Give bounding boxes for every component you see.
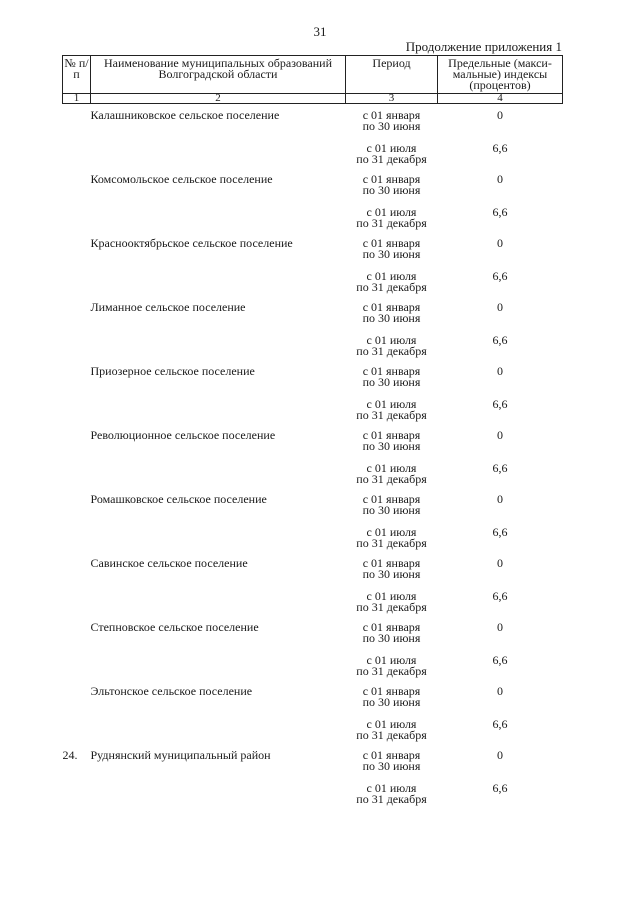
row-number [63, 104, 91, 133]
period-end: по 31 декабря [356, 792, 427, 806]
table-row [63, 132, 563, 165]
period-first-half [346, 549, 438, 580]
index-value-first-half: 0 [497, 620, 503, 634]
period-start: с 01 июля [366, 525, 417, 539]
municipality-name: Комсомольское сельское поселение [90, 172, 273, 186]
period-start: с 01 июля [366, 653, 417, 667]
index-value-second-half: 6,6 [492, 781, 508, 795]
index-value-first-half: 0 [497, 684, 503, 698]
index-value-first-half: 0 [497, 748, 503, 762]
table-row [63, 229, 563, 260]
index-value-second-half: 6,6 [492, 333, 508, 347]
period-end: по 31 декабря [356, 664, 427, 678]
row-number-empty [63, 452, 91, 485]
period-first-half [346, 293, 438, 324]
table-row [63, 324, 563, 357]
period-end: по 30 июня [362, 247, 421, 261]
table-column-numbers-row [63, 94, 563, 104]
period-end: по 30 июня [362, 375, 421, 389]
municipality-name-empty [91, 260, 346, 293]
period-first-half [346, 165, 438, 196]
municipality-name-empty [91, 324, 346, 357]
index-value-first-half: 0 [497, 172, 503, 186]
period-second-half [346, 260, 438, 293]
row-number [63, 165, 91, 196]
period-start: с 01 января [362, 364, 421, 378]
municipality-name: Краснооктябрьское сельское поселение [90, 236, 293, 250]
index-value-second-half: 6,6 [492, 397, 508, 411]
period-second-half [346, 708, 438, 741]
column-number-2: 2 [91, 94, 346, 104]
period-end: по 30 июня [362, 119, 421, 133]
indices-table [62, 55, 563, 805]
table-row [63, 485, 563, 516]
period-start: с 01 июля [366, 397, 417, 411]
municipality-name-empty [91, 388, 346, 421]
index-value-second-half: 6,6 [492, 269, 508, 283]
period-first-half [346, 485, 438, 516]
municipality-name: Эльтонское сельское поселение [90, 684, 253, 698]
table-row [63, 644, 563, 677]
row-number-empty [63, 260, 91, 293]
period-second-half [346, 772, 438, 805]
period-start: с 01 июля [366, 461, 417, 475]
period-start: с 01 июля [366, 717, 417, 731]
index-value-second-half: 6,6 [492, 717, 508, 731]
row-number-empty [63, 132, 91, 165]
row-number [63, 613, 91, 644]
table-row [63, 741, 563, 772]
index-value-second-half: 6,6 [492, 525, 508, 539]
header-period: Период [346, 56, 438, 94]
municipality-name: Революционное сельское поселение [90, 428, 276, 442]
period-first-half [346, 104, 438, 133]
period-second-half [346, 388, 438, 421]
row-number-empty [63, 196, 91, 229]
period-start: с 01 января [362, 428, 421, 442]
appendix-note: Продолжение приложения 1 [405, 39, 562, 54]
municipality-name-empty [91, 772, 346, 805]
index-value-first-half: 0 [497, 108, 503, 122]
period-second-half [346, 580, 438, 613]
row-number-empty [63, 324, 91, 357]
municipality-name-empty [91, 452, 346, 485]
row-number-empty [63, 644, 91, 677]
municipality-name: Ромашковское сельское поселение [90, 492, 267, 506]
period-second-half [346, 644, 438, 677]
row-number [63, 293, 91, 324]
municipality-name-empty [91, 644, 346, 677]
index-value-second-half: 6,6 [492, 461, 508, 475]
index-value-first-half: 0 [497, 364, 503, 378]
table-row [63, 708, 563, 741]
table-row [63, 357, 563, 388]
table-row [63, 772, 563, 805]
period-first-half [346, 421, 438, 452]
table-row [63, 677, 563, 708]
period-start: с 01 января [362, 684, 421, 698]
row-number-empty [63, 772, 91, 805]
table-row [63, 196, 563, 229]
row-number-empty [63, 580, 91, 613]
column-number-3: 3 [346, 94, 438, 104]
period-end: по 31 декабря [356, 344, 427, 358]
row-number-empty [63, 516, 91, 549]
period-end: по 30 июня [362, 759, 421, 773]
period-start: с 01 января [362, 492, 421, 506]
period-end: по 30 июня [362, 695, 421, 709]
row-number-empty [63, 388, 91, 421]
table-row [63, 549, 563, 580]
municipality-name-empty [91, 516, 346, 549]
index-value-second-half: 6,6 [492, 653, 508, 667]
period-second-half [346, 324, 438, 357]
period-end: по 30 июня [362, 311, 421, 325]
period-end: по 30 июня [362, 183, 421, 197]
table-row [63, 104, 563, 133]
period-second-half [346, 132, 438, 165]
table-row [63, 613, 563, 644]
period-first-half [346, 357, 438, 388]
period-second-half [346, 452, 438, 485]
period-start: с 01 июля [366, 141, 417, 155]
municipality-name: Степновское сельское поселение [90, 620, 259, 634]
index-value-second-half: 6,6 [492, 205, 508, 219]
period-start: с 01 января [362, 236, 421, 250]
period-end: по 31 декабря [356, 600, 427, 614]
table-row [63, 421, 563, 452]
index-value-first-half: 0 [497, 492, 503, 506]
period-start: с 01 января [362, 108, 421, 122]
period-first-half [346, 613, 438, 644]
page-number: 31 [313, 24, 327, 39]
period-start: с 01 января [362, 300, 421, 314]
period-end: по 31 декабря [356, 472, 427, 486]
period-start: с 01 июля [366, 781, 417, 795]
period-start: с 01 июля [366, 269, 417, 283]
period-start: с 01 января [362, 172, 421, 186]
period-end: по 31 декабря [356, 152, 427, 166]
row-number [63, 549, 91, 580]
period-end: по 30 июня [362, 567, 421, 581]
period-end: по 30 июня [362, 631, 421, 645]
table-row [63, 452, 563, 485]
row-number-empty [63, 708, 91, 741]
municipality-name-empty [91, 580, 346, 613]
header-indices: Предельные (макси- мальные) индексы (процентов) [438, 56, 563, 94]
header-number: № п/п [63, 56, 91, 94]
period-start: с 01 июля [366, 589, 417, 603]
row-number: 24. [62, 748, 78, 762]
period-end: по 30 июня [362, 439, 421, 453]
table-row [63, 260, 563, 293]
table-row [63, 388, 563, 421]
period-start: с 01 января [362, 620, 421, 634]
table-row [63, 293, 563, 324]
municipality-name: Приозерное сельское поселение [90, 364, 255, 378]
table-row [63, 580, 563, 613]
index-value-first-half: 0 [497, 556, 503, 570]
period-second-half [346, 196, 438, 229]
period-first-half [346, 229, 438, 260]
period-end: по 31 декабря [356, 216, 427, 230]
table-row [63, 516, 563, 549]
index-value-second-half: 6,6 [492, 589, 508, 603]
period-end: по 31 декабря [356, 408, 427, 422]
index-value-first-half: 0 [497, 236, 503, 250]
table-body [63, 104, 563, 806]
row-number [63, 677, 91, 708]
municipality-name-empty [91, 708, 346, 741]
municipality-name: Калашниковское сельское поселение [90, 108, 280, 122]
row-number [63, 229, 91, 260]
table-header-row [63, 56, 563, 94]
period-start: с 01 июля [366, 205, 417, 219]
period-start: с 01 июля [366, 333, 417, 347]
index-value-second-half: 6,6 [492, 141, 508, 155]
table-row [63, 165, 563, 196]
row-number [63, 421, 91, 452]
period-first-half [346, 741, 438, 772]
period-end: по 31 декабря [356, 536, 427, 550]
header-municipality: Наименование муниципальных образований Волгоградской области [91, 56, 346, 94]
column-number-1: 1 [63, 94, 91, 104]
period-first-half [346, 677, 438, 708]
municipality-name-empty [91, 196, 346, 229]
municipality-name: Руднянский муниципальный район [90, 748, 271, 762]
period-second-half [346, 516, 438, 549]
row-number [63, 485, 91, 516]
municipality-name: Лиманное сельское поселение [90, 300, 246, 314]
index-value-first-half: 0 [497, 428, 503, 442]
period-end: по 31 декабря [356, 280, 427, 294]
municipality-name-empty [91, 132, 346, 165]
period-start: с 01 января [362, 748, 421, 762]
index-value-first-half: 0 [497, 300, 503, 314]
row-number [63, 357, 91, 388]
period-end: по 30 июня [362, 503, 421, 517]
column-number-4: 4 [438, 94, 563, 104]
municipality-name: Савинское сельское поселение [90, 556, 248, 570]
period-start: с 01 января [362, 556, 421, 570]
period-end: по 31 декабря [356, 728, 427, 742]
